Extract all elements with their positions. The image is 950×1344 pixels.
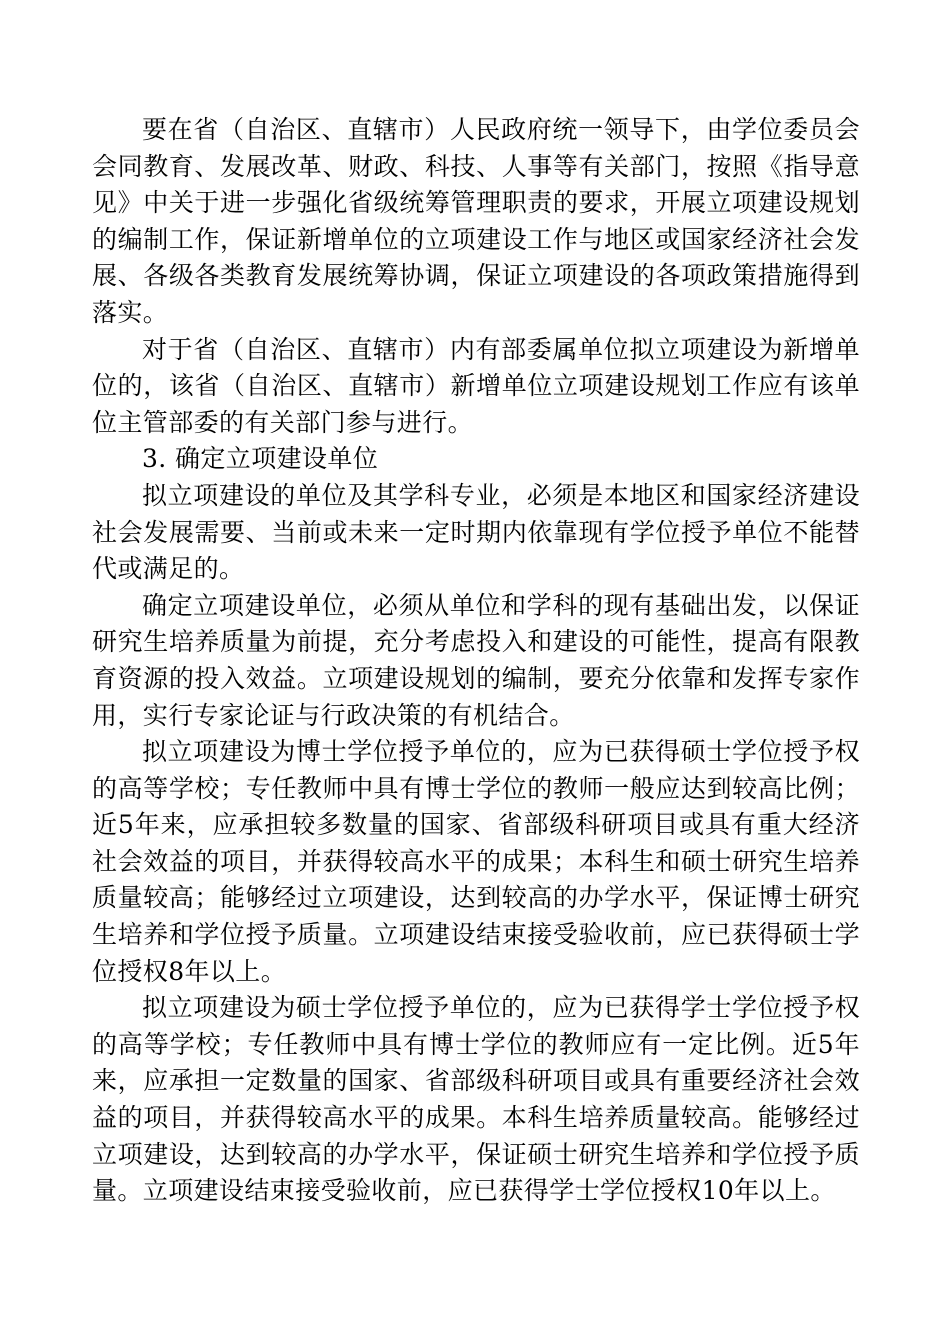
section-heading: 3. 确定立项建设单位 [142, 444, 379, 474]
paragraph-ministry-units: 对于省（自治区、直辖市）内有部委属单位拟立项建设为新增单位的，该省（自治区、直辖市）新增单位立项建设规划工作应有该单位主管部委的有关部门参与进行。 [92, 334, 860, 437]
paragraph-doctoral-criteria: 拟立项建设为博士学位授予单位的，应为已获得硕士学位授予权的高等学校；专任教师中具有博士学位的教师一般应达到较高比例；近5年来，应承担较多数量的国家、省部级科研项目或具有重大经济社会效益的项目，并获得较高水平的成果；本科生和硕士研究生培养质量较高；能够经过立项建设，达到较高的办学水平，保证博士研究生培养和学位授予质量。立项建设结束接受验收前，应已获得硕士学位授权8年以上。 [92, 737, 860, 986]
paragraph-provincial-planning: 要在省（自治区、直辖市）人民政府统一领导下，由学位委员会会同教育、发展改革、财政、科技、人事等有关部门，按照《指导意见》中关于进一步强化省级统筹管理职责的要求，开展立项建设规划的编制工作，保证新增单位的立项建设工作与地区或国家经济社会发展、各级各类教育发展统筹协调，保证立项建设的各项政策措施得到落实。 [92, 115, 860, 327]
document-body [92, 112, 860, 1210]
paragraph-basis: 确定立项建设单位，必须从单位和学科的现有基础出发，以保证研究生培养质量为前提，充分考虑投入和建设的可能性，提高有限教育资源的投入效益。立项建设规划的编制，要充分依靠和发挥专家作用，实行专家论证与行政决策的有机结合。 [92, 590, 860, 730]
paragraph-necessity: 拟立项建设的单位及其学科专业，必须是本地区和国家经济建设社会发展需要、当前或未来一定时期内依靠现有学位授予单位不能替代或满足的。 [92, 480, 860, 584]
paragraph-master-criteria: 拟立项建设为硕士学位授予单位的，应为已获得学士学位授予权的高等学校；专任教师中具有博士学位的教师应有一定比例。近5年来，应承担一定数量的国家、省部级科研项目或具有重要经济社会效益的项目，并获得较高水平的成果。本科生培养质量较高。能够经过立项建设，达到较高的办学水平，保证硕士研究生培养和学位授予质量。立项建设结束接受验收前，应已获得学士学位授权10年以上。 [92, 993, 860, 1206]
